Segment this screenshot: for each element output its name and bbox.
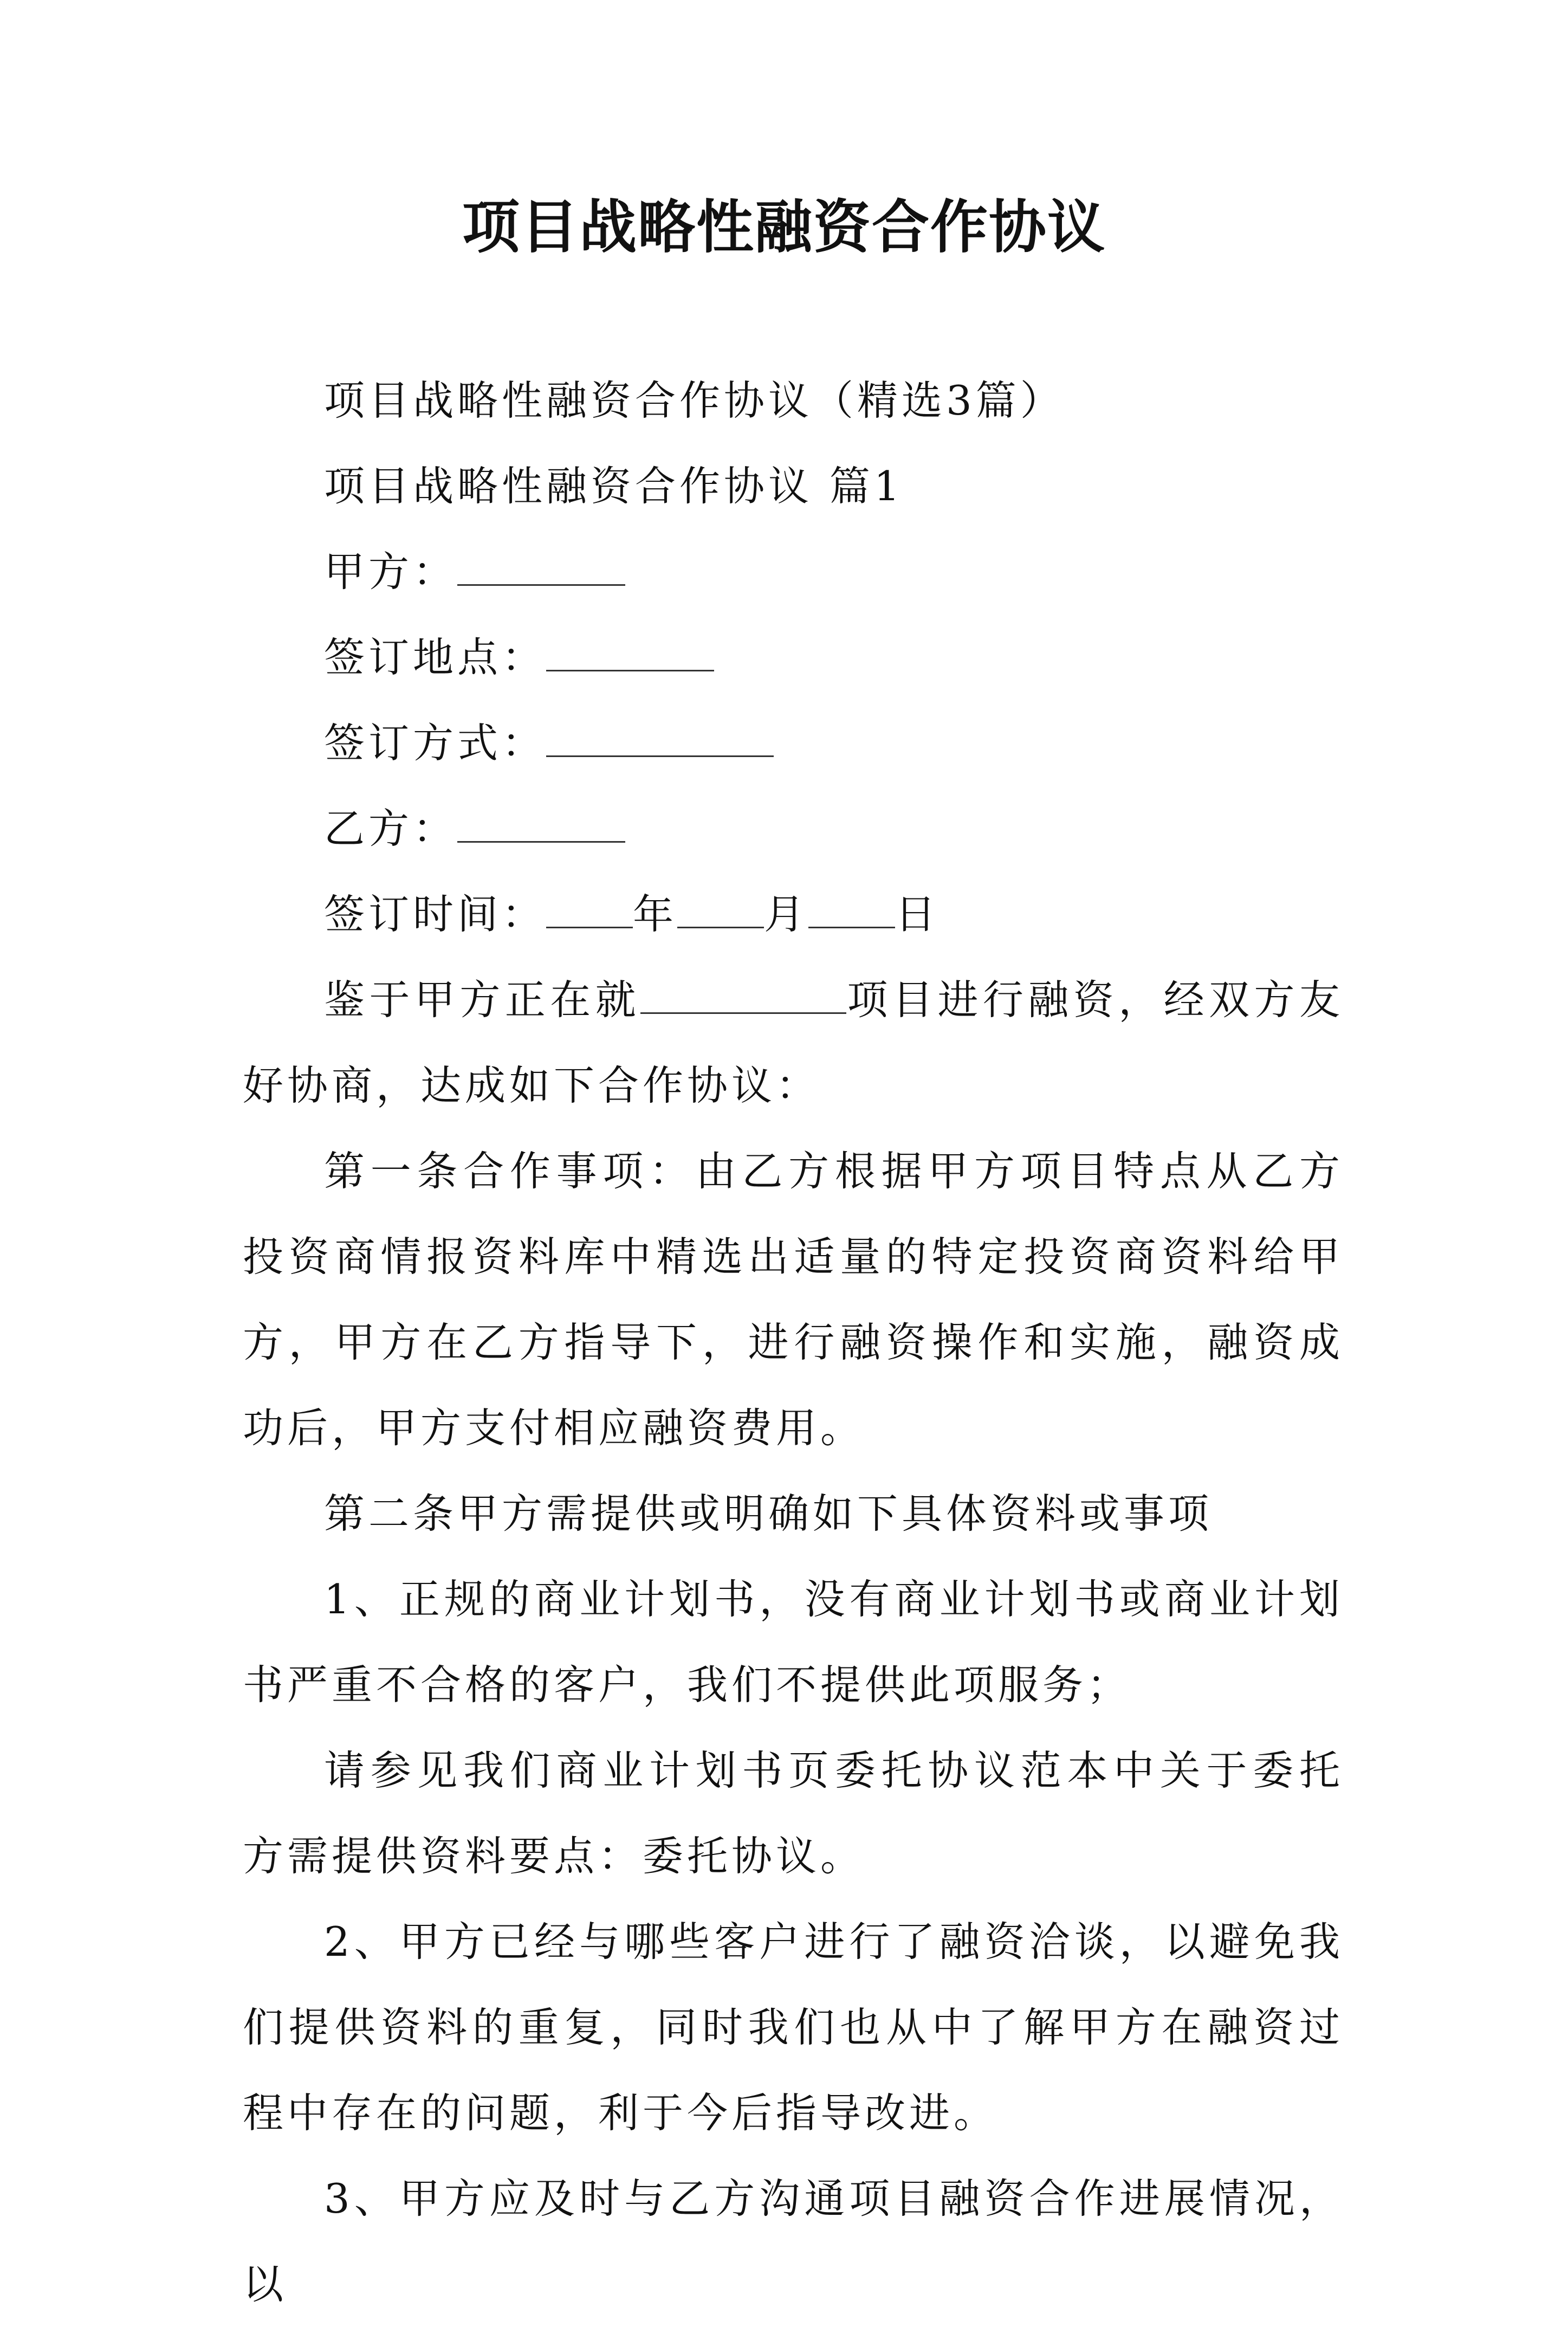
party-a-line — [243, 529, 1344, 615]
party-b-label: 乙方： — [324, 805, 458, 852]
sign-time-line — [243, 871, 1344, 957]
section-heading: 项目战略性融资合作协议 篇1 — [324, 462, 904, 510]
intro-part2: 项目进行融资，经双方友好协商，达成如下合作协议： — [243, 976, 1344, 1109]
item-1-note: 请参见我们商业计划书页委托协议范本中关于委托方需提供资料要点：委托协议。 — [243, 1747, 1344, 1880]
month-label: 月 — [764, 890, 809, 938]
party-a-label: 甲方： — [324, 548, 458, 596]
sign-place-blank — [546, 636, 714, 671]
party-b-line — [243, 786, 1344, 871]
article-1: 第一条合作事项：由乙方根据甲方项目特点从乙方投资商情报资料库中精选出适量的特定投资商资料给甲方，甲方在乙方指导下，进行融资操作和实施，融资成功后，甲方支付相应融资费用。 — [243, 1147, 1344, 1452]
item-3: 3、甲方应及时与乙方沟通项目融资合作进展情况，以 — [243, 2175, 1344, 2308]
day-blank — [808, 893, 895, 928]
subtitle: 项目战略性融资合作协议（精选3篇） — [324, 377, 1065, 424]
project-name-blank — [640, 979, 846, 1014]
party-b-blank — [457, 807, 625, 843]
article-2: 第二条甲方需提供或明确如下具体资料或事项 — [324, 1490, 1213, 1537]
sign-method-line — [243, 700, 1344, 786]
day-label: 日 — [895, 890, 940, 938]
party-a-blank — [457, 551, 625, 586]
document-body — [243, 358, 1344, 2327]
document-title: 项目战略性融资合作协议 — [462, 194, 1106, 261]
sign-place-label: 签订地点： — [324, 634, 547, 681]
sign-method-label: 签订方式： — [324, 719, 547, 767]
year-blank — [546, 893, 633, 928]
item-1: 1、正规的商业计划书，没有商业计划书或商业计划书严重不合格的客户，我们不提供此项服务； — [243, 1575, 1344, 1709]
intro-part1: 鉴于甲方正在就 — [324, 976, 641, 1024]
intro-paragraph — [243, 957, 1344, 1128]
sign-place-line — [243, 615, 1344, 700]
year-label: 年 — [633, 890, 678, 938]
sign-method-blank — [546, 722, 774, 757]
sign-time-label: 签订时间： — [324, 890, 547, 938]
item-2: 2、甲方已经与哪些客户进行了融资洽谈，以避免我们提供资料的重复，同时我们也从中了解甲方在融资过程中存在的问题，利于今后指导改进。 — [243, 1918, 1344, 2137]
month-blank — [677, 893, 764, 928]
